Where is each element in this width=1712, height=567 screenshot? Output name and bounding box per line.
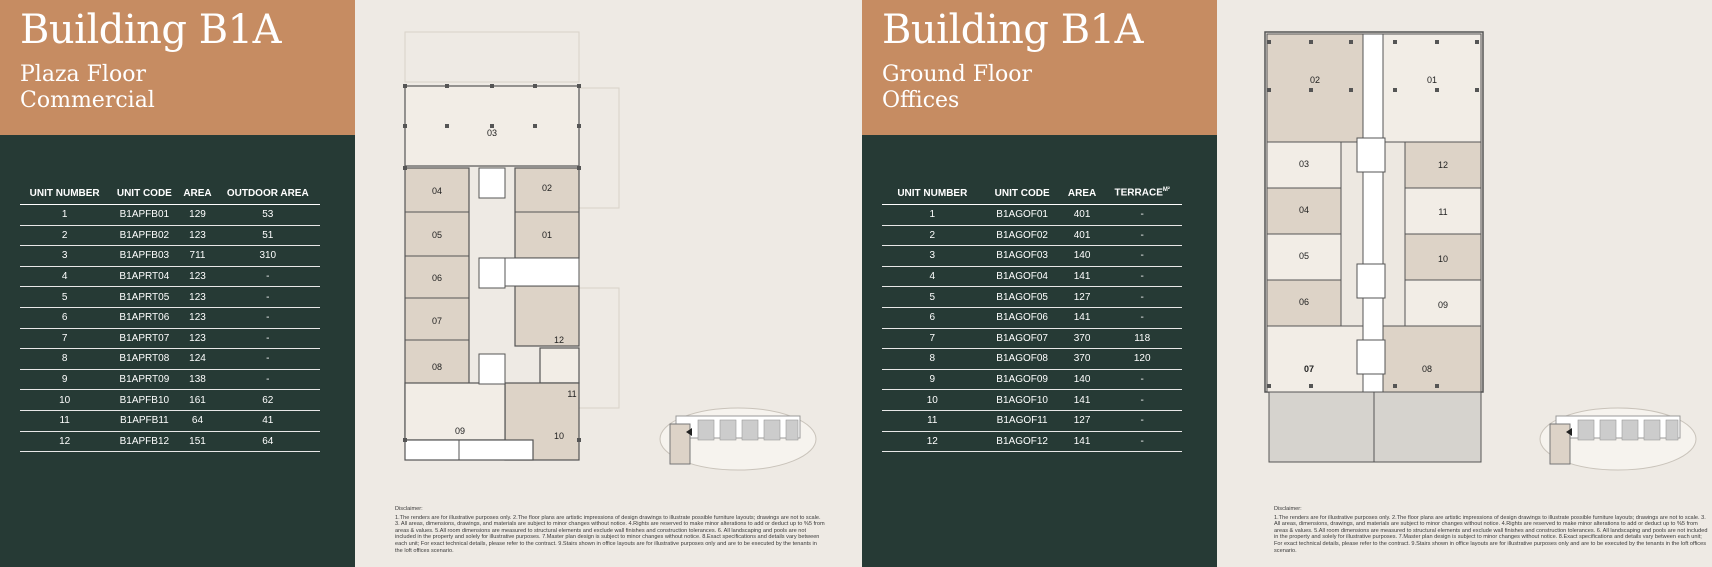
table-row [882,266,1182,287]
table-cell: 3 [20,246,109,267]
table-cell: 5 [20,287,109,308]
table-cell: - [216,307,320,328]
disclaimer-title: Disclaimer: [1274,506,1302,512]
table-cell: B1APRT06 [109,307,179,328]
table-cell: 5 [882,287,983,308]
table-row [882,410,1182,431]
table-cell: 2 [882,225,983,246]
table-row [882,205,1182,226]
floor-plan-plaza [395,28,655,468]
table-row [882,349,1182,370]
table-cell: 138 [179,369,215,390]
col-terrace-label: TERRACE [1114,187,1163,199]
table-row [882,431,1182,452]
table-row [882,390,1182,411]
table-cell: B1APFB01 [109,205,179,226]
table-cell: 310 [216,246,320,267]
plan-label-11: 11 [567,389,577,399]
table-cell: B1AGOF10 [983,390,1062,411]
table-cell: - [1102,431,1182,452]
units-table [20,182,320,452]
table-cell: B1APFB03 [109,246,179,267]
floor-subtitle [20,62,155,114]
plan-label-12: 12 [1437,160,1449,170]
table-cell: 10 [882,390,983,411]
table-cell: - [216,328,320,349]
table-cell: 4 [882,266,983,287]
table-row [20,431,320,452]
table-cell: B1AGOF04 [983,266,1062,287]
table-cell: - [1102,205,1182,226]
table-cell: B1APRT05 [109,287,179,308]
site-key-plan [658,406,818,472]
table-row [20,205,320,226]
table-cell: B1AGOF07 [983,328,1062,349]
col-unit-code: UNIT CODE [983,182,1062,205]
table-row [882,246,1182,267]
table-cell: 123 [179,287,215,308]
table-cell: 12 [20,431,109,452]
table-cell: 12 [882,431,983,452]
table-cell: - [1102,246,1182,267]
table-cell: 123 [179,225,215,246]
table-cell: B1AGOF03 [983,246,1062,267]
table-row [20,287,320,308]
table-cell: B1APRT09 [109,369,179,390]
plan-label-06: 06 [1298,297,1310,307]
plan-label-09: 09 [454,426,466,436]
table-cell: 401 [1062,205,1103,226]
table-row [20,246,320,267]
table-cell: B1APFB12 [109,431,179,452]
table-cell: 127 [1062,410,1103,431]
plan-label-04: 04 [431,186,443,196]
table-cell: 62 [216,390,320,411]
table-cell: 123 [179,307,215,328]
table-row [20,410,320,431]
table-cell: 7 [882,328,983,349]
col-outdoor-area: OUTDOOR AREA [216,182,320,205]
table-cell: 11 [20,410,109,431]
table-cell: 127 [1062,287,1103,308]
table-row [20,328,320,349]
table-cell: - [216,266,320,287]
col-unit-number: UNIT NUMBER [20,182,109,205]
table-cell: 8 [882,349,983,370]
disclaimer-body: 1.The renders are for illustrative purposes only. 2.The floor plans are artistic impressions of design drawings to illustrate possible furniture layouts; drawings are not to scale. 3. All areas, dimensions, drawings, and materials are subject to minor changes without notice. 4.Rights are reserved to make minor alterations to add or deduct up to %5 from areas & values. 5.All room dimensions are measured to structural elements and exclude wall finishes and construction tolerances. 6. All landscaping and pools are not included in the property and solely for illustrative purposes. 7.Master plan design is subject to minor changes without notice. 8.Exact specifications and details vary between each unit; For exact technical details, please refer to the contract. 9.Stairs shown in office layouts are for illustrative purposes only and are to be executed by the tenants in the loft offices scenario. [1274,514,1708,554]
table-cell: B1APFB10 [109,390,179,411]
building-title: Building B1A [882,7,1143,53]
plan-label-01: 01 [541,230,553,240]
page-ground-floor [862,0,1712,567]
table-cell: B1APFB11 [109,410,179,431]
plan-label-03: 03 [1298,159,1310,169]
col-area: AREA [1062,182,1103,205]
plan-label-03: 03 [486,128,498,138]
floor-subtitle [882,62,1032,114]
table-cell: 370 [1062,328,1103,349]
floor-use: Commercial [20,88,155,113]
floor-name: Plaza Floor [20,62,146,87]
table-cell: 141 [1062,307,1103,328]
table-cell: - [1102,287,1182,308]
table-cell: 123 [179,266,215,287]
table-cell: 370 [1062,349,1103,370]
table-cell: 8 [20,349,109,370]
table-cell: - [216,349,320,370]
table-cell: 1 [20,205,109,226]
table-cell: 124 [179,349,215,370]
site-key-plan [1538,406,1698,472]
table-cell: B1AGOF08 [983,349,1062,370]
table-row [20,369,320,390]
floor-plan-ground [1257,28,1517,473]
table-cell: 10 [20,390,109,411]
table-cell: 711 [179,246,215,267]
table-row [20,390,320,411]
terrace-unit: M² [1162,187,1170,194]
table-cell: 141 [1062,266,1103,287]
table-cell: B1AGOF09 [983,369,1062,390]
table-cell: - [216,369,320,390]
table-cell: B1AGOF01 [983,205,1062,226]
floor-name: Ground Floor [882,62,1033,87]
table-cell: - [1102,225,1182,246]
header [0,0,355,135]
table-cell: 6 [882,307,983,328]
table-row [882,307,1182,328]
table-cell: B1APFB02 [109,225,179,246]
floor-use: Offices [882,88,960,113]
table-cell: 141 [1062,390,1103,411]
plan-label-07: 07 [1303,364,1315,374]
table-cell: B1AGOF02 [983,225,1062,246]
table-cell: 120 [1102,349,1182,370]
table-cell: 11 [882,410,983,431]
table-header-row [20,182,320,205]
table-cell: 118 [1102,328,1182,349]
table-cell: 2 [20,225,109,246]
plan-label-09: 09 [1437,300,1449,310]
table-cell: - [1102,410,1182,431]
table-cell: 151 [179,431,215,452]
plan-label-05: 05 [431,230,443,240]
table-row [20,349,320,370]
col-unit-code: UNIT CODE [109,182,179,205]
units-table [882,182,1182,452]
header [862,0,1217,135]
plan-label-08: 08 [431,362,443,372]
plan-label-10: 10 [1437,254,1449,264]
table-cell: 41 [216,410,320,431]
col-terrace [1102,182,1182,205]
table-cell: 4 [20,266,109,287]
table-cell: 140 [1062,369,1103,390]
table-header-row [882,182,1182,205]
table-cell: 161 [179,390,215,411]
table-cell: 140 [1062,246,1103,267]
table-cell: B1AGOF12 [983,431,1062,452]
table-cell: 9 [20,369,109,390]
plan-label-02: 02 [1309,75,1321,85]
col-area: AREA [179,182,215,205]
table-cell: B1APRT04 [109,266,179,287]
plan-label-10: 10 [553,431,565,441]
disclaimer [395,506,825,554]
table-cell: 1 [882,205,983,226]
table-cell: - [1102,369,1182,390]
table-cell: 7 [20,328,109,349]
table-cell: B1AGOF05 [983,287,1062,308]
table-cell: 123 [179,328,215,349]
table-row [20,266,320,287]
table-row [882,369,1182,390]
table-row [882,287,1182,308]
plan-label-07: 07 [431,316,443,326]
table-cell: 53 [216,205,320,226]
plan-label-01: 01 [1426,75,1438,85]
table-cell: 64 [216,431,320,452]
table-cell: B1AGOF06 [983,307,1062,328]
plan-label-11: 11 [1438,207,1448,217]
disclaimer-body: 1.The renders are for illustrative purposes only. 2.The floor plans are artistic impressions of design drawings to illustrate possible furniture layouts; drawings are not to scale. 3. All areas, dimensions, drawings, and materials are subject to minor changes without notice. 4.Rights are reserved to make minor alterations to add or deduct up to %5 from areas & values. 5.All room dimensions are measured to structural elements and exclude wall finishes and construction tolerances. 6. All landscaping and pools are not included in the property and solely for illustrative purposes. 7.Master plan design is subject to minor changes without notice. 8.Exact specifications and details vary between each unit; For exact technical details, please refer to the contract. 9.Stairs shown in office layouts are for illustrative purposes only and are to be executed by the tenants in the loft offices scenario. [395,514,825,554]
table-cell: - [216,287,320,308]
table-cell: 129 [179,205,215,226]
plan-label-04: 04 [1298,205,1310,215]
plan-label-12: 12 [553,335,565,345]
table-cell: 401 [1062,225,1103,246]
table-row [20,225,320,246]
plan-label-02: 02 [541,183,553,193]
table-row [882,225,1182,246]
table-cell: 3 [882,246,983,267]
plan-label-08: 08 [1421,364,1433,374]
plan-label-06: 06 [431,273,443,283]
table-row [20,307,320,328]
table-cell: 51 [216,225,320,246]
plan-label-05: 05 [1298,251,1310,261]
table-cell: B1APRT07 [109,328,179,349]
table-cell: - [1102,307,1182,328]
col-unit-number: UNIT NUMBER [882,182,983,205]
disclaimer [1274,506,1709,554]
table-cell: 6 [20,307,109,328]
table-row [882,328,1182,349]
table-cell: B1AGOF11 [983,410,1062,431]
table-cell: 141 [1062,431,1103,452]
building-title: Building B1A [20,7,281,53]
table-cell: 9 [882,369,983,390]
table-cell: 64 [179,410,215,431]
disclaimer-title: Disclaimer: [395,506,423,512]
table-cell: - [1102,266,1182,287]
table-cell: B1APRT08 [109,349,179,370]
table-cell: - [1102,390,1182,411]
